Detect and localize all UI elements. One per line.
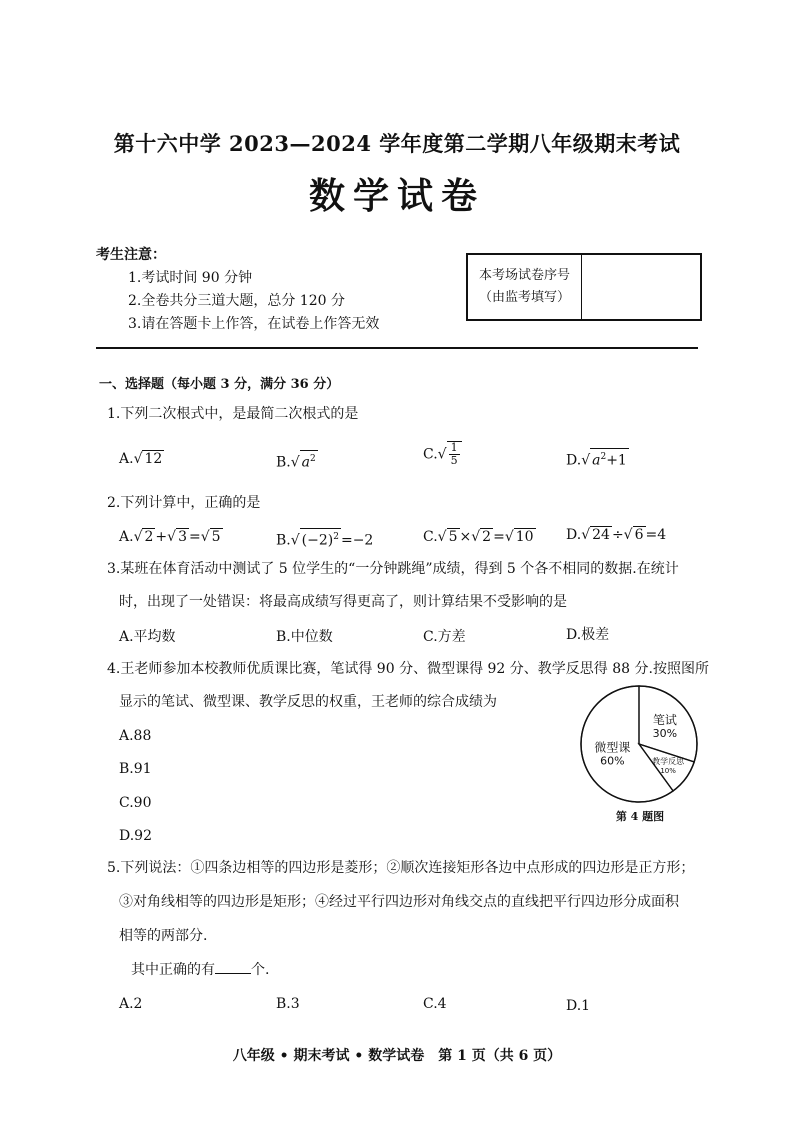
- pie-value-1: 30%: [652, 727, 678, 741]
- question-3-stem-line-1: 3.某班在体育活动中测试了 5 位学生的“一分钟跳绳”成绩，得到 5 个各不相同的数据.在统计: [107, 561, 679, 577]
- question-2-option-a: A.√ 2 +√ 3 =√ 5: [119, 529, 221, 545]
- question-3-option-d: D.极差: [566, 627, 610, 643]
- header-divider: [96, 347, 698, 349]
- question-5-line-2: ③对角线相等的四边形是矩形；④经过平行四边形对角线交点的直线把平行四边形分成面积: [119, 894, 679, 910]
- pie-label-1: 笔试: [652, 713, 677, 728]
- section-1-title: 一、选择题（每小题 3 分，满分 36 分）: [99, 377, 340, 392]
- question-1-stem: 1.下列二次根式中，是最简二次根式的是: [107, 406, 359, 422]
- question-4-stem-line-2: 显示的笔试、微型课、教学反思的权重，王老师的综合成绩为: [119, 694, 497, 710]
- pie-chart-svg: [578, 683, 700, 805]
- question-5-ask-after: 个.: [251, 962, 270, 978]
- serial-label-line2: （由监考填写）: [478, 290, 570, 305]
- question-2-option-d: D.√ 24 ÷√ 6 =4: [566, 527, 667, 543]
- notice-item-1: 1.考试时间 90 分钟: [128, 270, 253, 286]
- question-3-option-a: A.平均数: [119, 629, 176, 645]
- serial-number-box: [466, 253, 702, 321]
- exam-subtitle: 数学试卷: [308, 175, 485, 217]
- serial-number-label: [468, 255, 582, 319]
- question-2-option-c: C.√ 5 ×√ 2 =√ 10: [423, 529, 534, 545]
- question-4-stem-line-1: 4.王老师参加本校教师优质课比赛，笔试得 90 分、微型课得 92 分、教学反思得 88 分.按照图所: [107, 661, 709, 677]
- question-5-ask: [131, 959, 269, 980]
- exam-title: 第十六中学 2023—2024 学年度第二学期八年级期末考试: [113, 131, 681, 156]
- question-5-line-1: 5.下列说法：①四条边相等的四边形是菱形；②顺次连接矩形各边中点形成的四边形是正方形；: [107, 860, 695, 876]
- pie-label-2: 教学反思: [652, 757, 685, 767]
- question-5-option-d: D.1: [566, 998, 591, 1014]
- question-3-option-b: B.中位数: [276, 629, 333, 645]
- question-3-option-c: C.方差: [423, 629, 466, 645]
- question-1-option-c: C.√ $\frac{1}{5}$: [423, 441, 462, 467]
- page-footer: 八年级 • 期末考试 • 数学试卷 第 1 页（共 6 页）: [232, 1048, 562, 1064]
- question-4-option-d: D.92: [119, 828, 152, 844]
- question-2-option-b: B.√ $(-2)^2 =-2$: [276, 528, 373, 549]
- question-4-pie-chart: [578, 683, 700, 805]
- serial-label-line1: 本考场试卷序号: [478, 268, 570, 283]
- pie-label-3: 微型课: [594, 740, 631, 755]
- question-5-line-3: 相等的两部分.: [119, 928, 208, 944]
- pie-value-2: 10%: [660, 767, 676, 776]
- question-5-answer-blank: [215, 959, 251, 974]
- notice-item-3: 3.请在答题卡上作答，在试卷上作答无效: [128, 316, 380, 332]
- question-5-option-c: C.4: [423, 996, 447, 1012]
- question-1-option-a: A.√ 12: [119, 451, 163, 467]
- pie-value-3: 60%: [600, 754, 625, 768]
- notice-item-2: 2.全卷共分三道大题，总分 120 分: [128, 293, 345, 309]
- question-4-option-a: A.88: [119, 728, 152, 744]
- question-1-option-b: B.√ $a^2$: [276, 450, 318, 471]
- serial-number-field[interactable]: [582, 255, 700, 319]
- notice-title: 考生注意：: [96, 247, 166, 263]
- question-4-option-c: C.90: [119, 795, 152, 811]
- question-5-ask-before: 其中正确的有: [131, 962, 215, 978]
- question-2-stem: 2.下列计算中，正确的是: [107, 495, 261, 511]
- question-1-option-d: D.√ $a^2+1$: [566, 448, 629, 469]
- question-4-option-b: B.91: [119, 761, 152, 777]
- question-5-option-b: B.3: [276, 996, 300, 1012]
- question-5-option-a: A.2: [119, 996, 143, 1012]
- question-4-figure-caption: 第 4 题图: [615, 810, 665, 823]
- question-3-stem-line-2: 时，出现了一处错误：将最高成绩写得更高了，则计算结果不受影响的是: [119, 594, 567, 610]
